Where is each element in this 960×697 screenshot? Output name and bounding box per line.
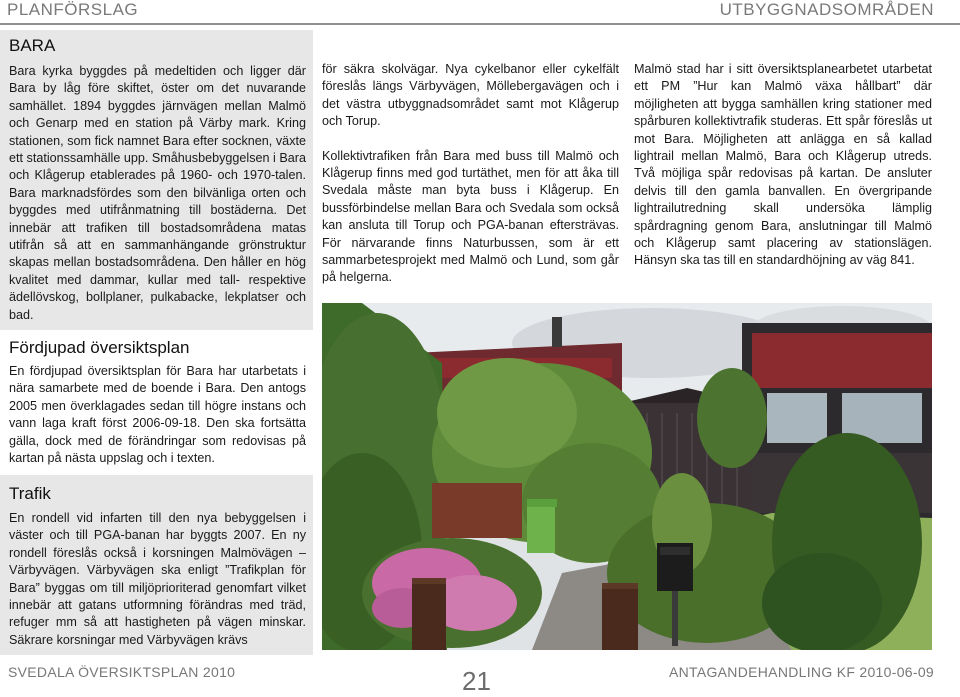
section-title-fordjupad: Fördjupad översiktsplan	[9, 338, 190, 357]
middle-column	[322, 61, 619, 287]
section-title-bara: BARA	[9, 36, 56, 55]
paragraph-bara: Bara kyrka byggdes på medeltiden och ligger där Bara by låg före skiftet, öster om det nuvarande samhället. 1894 byggdes järnvägen mellan Malmö och Genarp med en station på Värby mark. Kring stationen, som fick namnet Bara efter socknen, växte ett stationssamhälle upp. Småhusbebyggelsen i Bara och Klågerup etablerades på 1960- och 1970-talen. Bara marknadsfördes som den bilvänliga orten och byggdes med utifrånmatning till bostäderna. Det innebär att trafiken till bostadsområdena matas utifrån så att en sammanhängande grönstruktur skapas mellan bostadsområdena. Den håller en hög kvalitet med dammar, kullar med tall- respektive ädellövskog, bollplaner, pulkabacke, lekplatser och bad.	[9, 64, 306, 322]
paragraph-trafik: En rondell vid infarten till den nya bebyggelsen i väster och till PGA-banan har byggts 2007. En ny rondell föreslås också i korsningen Malmövägen – Värbyvägen. Värbyvägen ska enligt ”Trafikplan för Bara” byggas om till miljöprioriterad genomfart vilket innebär att gatans utformning förändras med träd, refuger mm så att hastigheten på vägen minskar. Säkrare korsningar med Värbyvägen krävs	[9, 511, 306, 647]
header-right-title: UTBYGGNADSOMRÅDEN	[719, 0, 934, 19]
right-column	[634, 61, 932, 270]
page-number: 21	[462, 666, 491, 696]
section-text-bara	[9, 63, 306, 324]
section-text-fordjupad	[9, 363, 306, 467]
section-text-trafik	[9, 510, 306, 649]
photo-residential-street	[322, 303, 932, 650]
footer-document-title: SVEDALA ÖVERSIKTSPLAN 2010	[8, 664, 236, 680]
footer-adoption-date: ANTAGANDEHANDLING KF 2010-06-09	[668, 664, 934, 680]
middle-paragraph-1: för säkra skolvägar. Nya cykelbanor eller cykelfält föreslås längs Värbyvägen, Möllebergavägen och i det västra utbyggnadsområdet samt mot Klågerup och Torup.	[322, 62, 619, 129]
right-paragraph-1: Malmö stad har i sitt översiktsplanearbetet utarbetat ett PM ”Hur kan Malmö växa hållbart” där möjligheten att bygga samhällen kring stationer med spårburen kollektivtrafik studeras. Ett spår föreslås ut mot Bara. Möjligheten att anlägga en så kallad lightrail mellan Malmö, Bara och Klågerup utreds. Två möjliga spår redovisas på kartan. De ansluter delvis till den gamla banvallen. En övergripande lightrailutredning skall undersöka lämplig spårdragning genom Bara, anslutningar till Malmö och Klågerup samt placering av stationslägen. Hänsyn ska tas till en standardhöjning av väg 841.	[634, 62, 932, 268]
middle-paragraph-2: Kollektivtrafiken från Bara med buss till Malmö och Klågerup finns med god turtäthet, men för att åka till Svedala måste man byta buss i Klågerup. En bussförbindelse mellan Bara och Svedala som också kan ansluta till Torup och PGA-banan eftersträvas. För närvarande finns Naturbussen, som är ett sammarbetesprojekt med Malmö och Lund, som går på helgerna.	[322, 148, 619, 285]
header-rule	[0, 23, 960, 25]
section-title-trafik: Trafik	[9, 484, 51, 503]
paragraph-fordjupad: En fördjupad översiktsplan för Bara har utarbetats i nära samarbete med de boende i Bara. Den antogs 2005 men överklagades sedan till högre instans och vann laga kraft först 2006-09-18. Den ska fortsätta gälla, dock med de förändringar som redovisas på kartan på nästa uppslag och i texten.	[9, 364, 306, 466]
header-left-title: PLANFÖRSLAG	[7, 0, 139, 19]
